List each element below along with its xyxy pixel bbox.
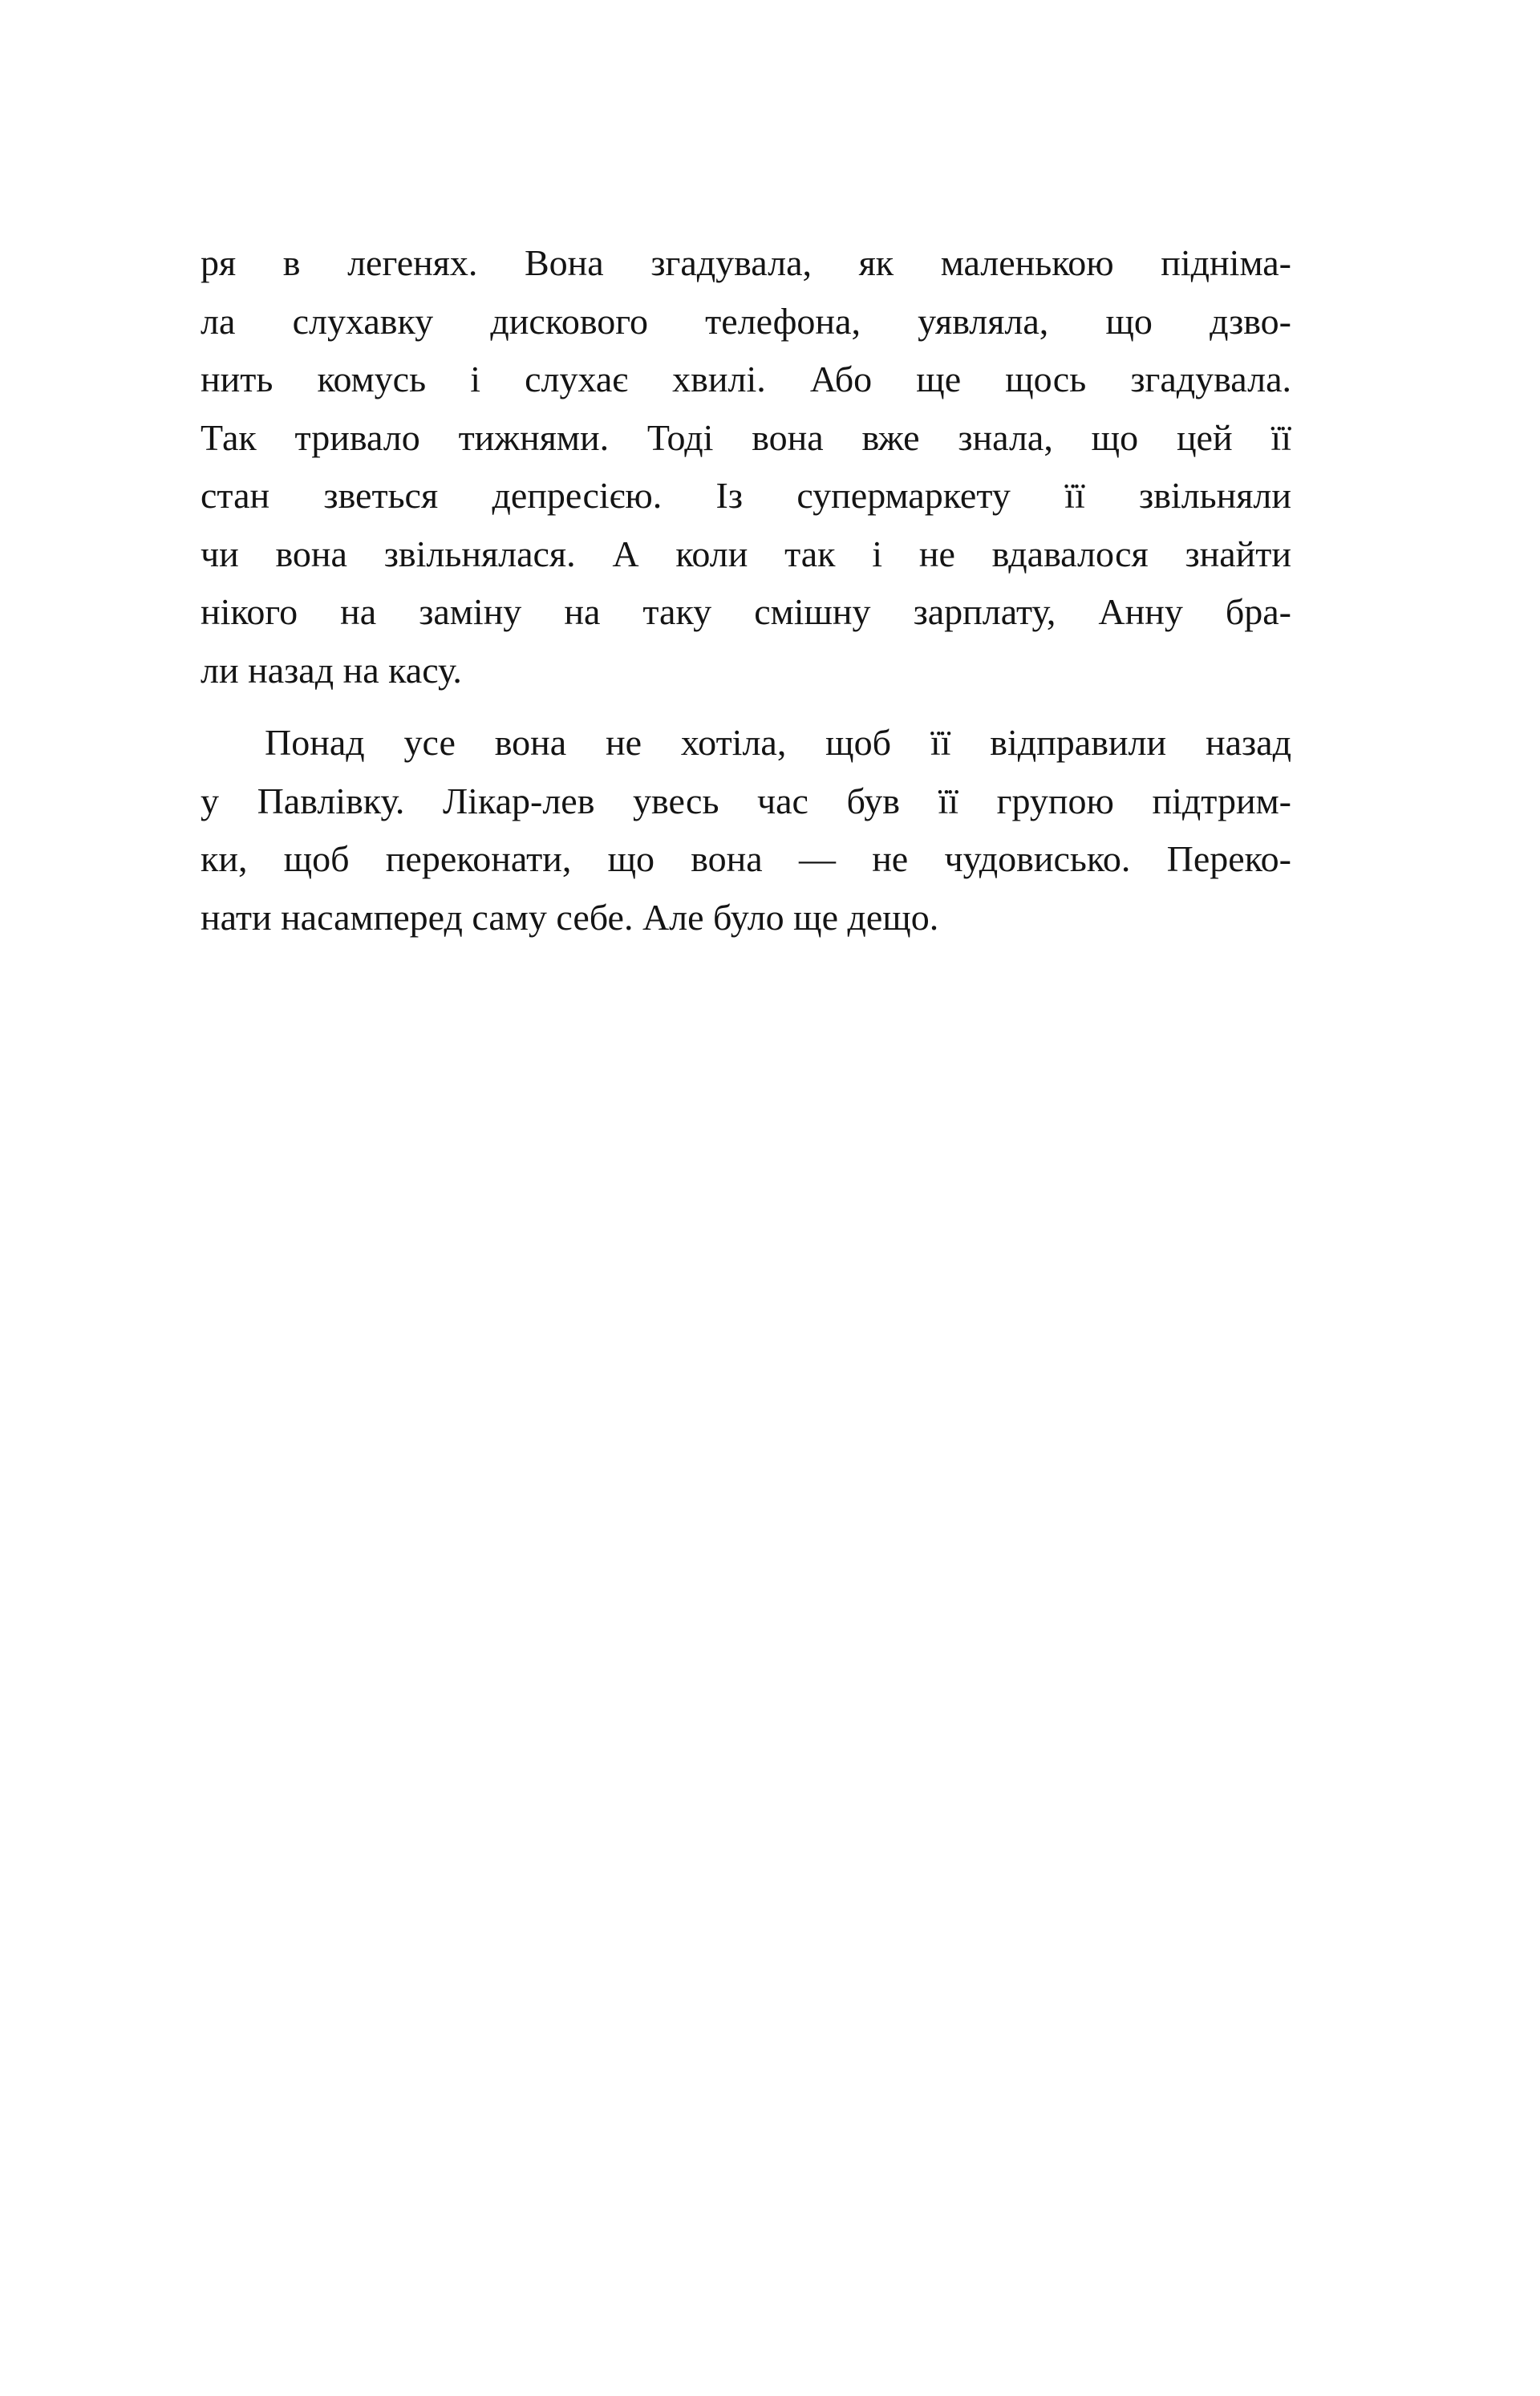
paragraph-spacer (201, 699, 1291, 714)
text-line: у Павлівку. Лікар-лев увесь час був її групою підтрим- (201, 780, 1291, 821)
text-line: ки, щоб переконати, що вона — не чудовисько. Переко- (201, 838, 1291, 879)
text-line: ла слухавку дискового телефона, уявляла, що дзво- (201, 300, 1291, 342)
body-text (201, 234, 1291, 947)
text-line: чи вона звільнялася. А коли так і не вдавалося знайти (201, 533, 1291, 574)
text-line: ли назад на касу. (201, 649, 462, 691)
text-line: Понад усе вона не хотіла, щоб її відправили назад (265, 722, 1291, 763)
text-line: нікого на заміну на таку смішну зарплату, Анну бра- (201, 591, 1291, 632)
text-line: ря в легенях. Вона згадувала, як маленькою підніма- (201, 242, 1291, 283)
text-line: Так тривало тижнями. Тоді вона вже знала, що цей її (201, 416, 1291, 458)
text-line: стан зветься депресією. Із супермаркету її звільняли (201, 475, 1291, 516)
text-line: нати насамперед саму себе. Але було ще дещо. (201, 896, 939, 938)
text-line: нить комусь і слухає хвилі. Або ще щось згадувала. (201, 359, 1291, 399)
paragraph-2 (201, 714, 1291, 947)
paragraph-1 (201, 234, 1291, 699)
